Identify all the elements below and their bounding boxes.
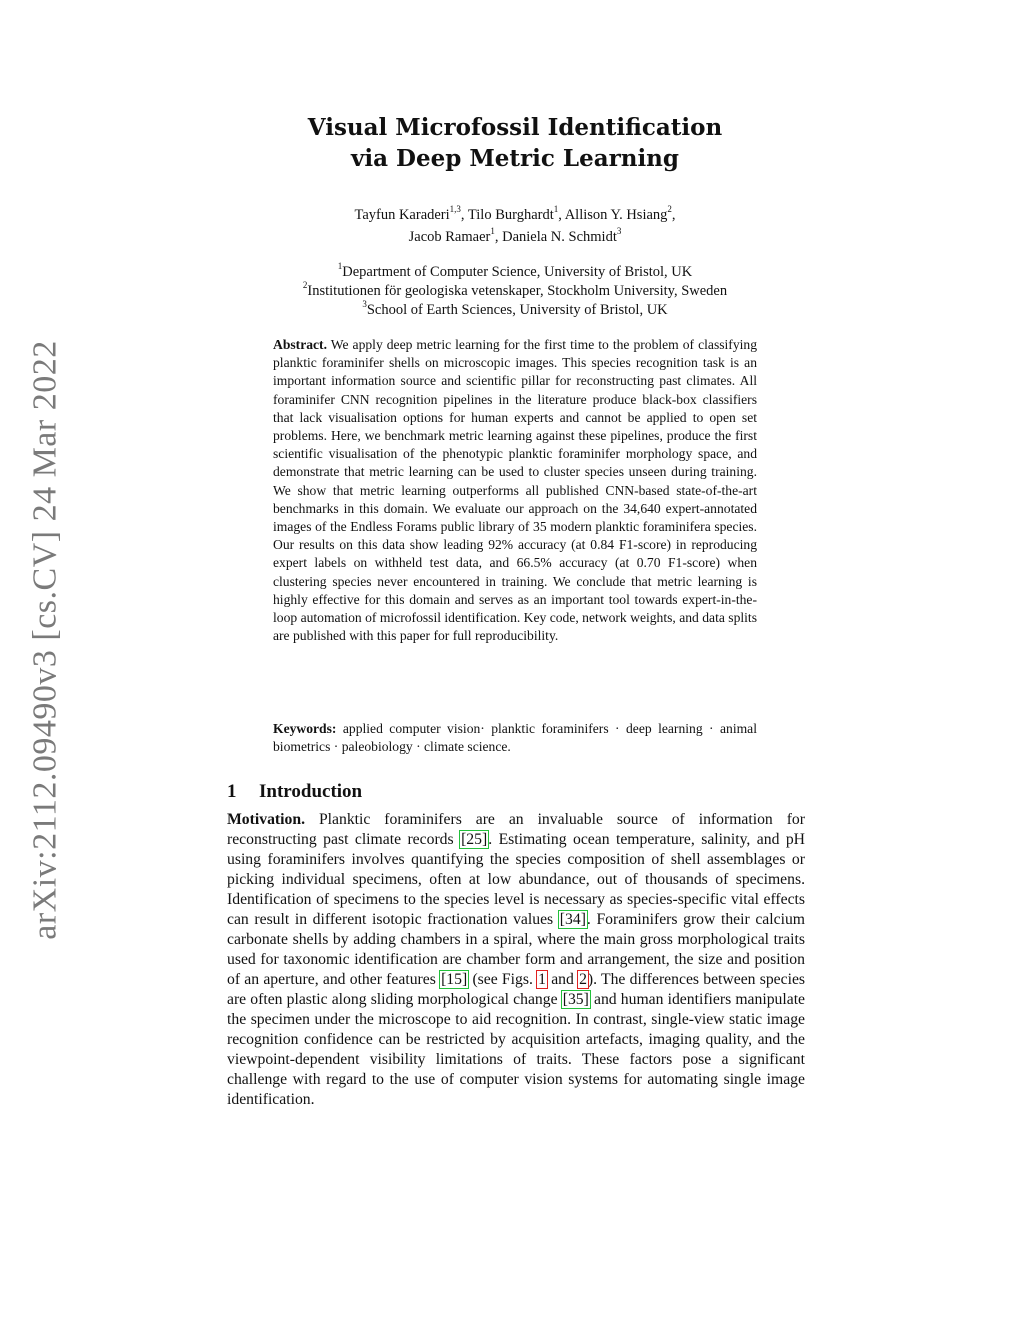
author-name: Daniela N. Schmidt (502, 229, 617, 245)
figure-link[interactable]: 2 (579, 971, 587, 988)
citation-link[interactable]: [35] (562, 991, 589, 1008)
affiliation-sup: 2 (302, 280, 308, 291)
section-heading (227, 781, 807, 803)
figure-link[interactable]: 1 (538, 971, 546, 988)
affiliation-list (230, 263, 800, 320)
author-affil-sup: 1,3 (449, 204, 461, 215)
abstract (273, 336, 757, 645)
author-line-2: Jacob Ramaer$^1$, Daniela N. Schmidt$^3$ (408, 226, 622, 245)
intro-text: and (551, 971, 574, 988)
affiliation (230, 282, 800, 301)
citation-link[interactable]: [15] (441, 971, 468, 988)
section-title: Introduction (259, 781, 363, 802)
author-affil-sup: 1 (553, 204, 559, 215)
affiliation-text: School of Earth Sciences, University of Bristol, UK (366, 302, 668, 318)
author-list (230, 204, 800, 248)
author-name: Jacob Ramaer (408, 229, 491, 245)
intro-paragraph (227, 810, 805, 1110)
keywords-text: applied computer vision· planktic foraminifers · deep learning · animal biometrics · paleobiology · climate science. (273, 721, 757, 755)
author-line-1: Tayfun Karaderi$^{1,3}$, Tilo Burghardt$^1$, Allison Y. Hsiang$^2$, (354, 204, 676, 223)
arxiv-identifier: arXiv:2112.09490v3 [cs.CV] 24 Mar 2022 (27, 340, 65, 940)
keywords (273, 720, 757, 756)
section-number: 1 (227, 781, 237, 802)
author-affil-sup: 2 (667, 204, 672, 215)
affiliation-sup: 3 (362, 299, 367, 310)
title-line-2: via Deep Metric Learning (351, 145, 679, 172)
abstract-label: Abstract. (273, 337, 327, 352)
affiliation (230, 301, 800, 320)
intro-text: (see Figs. (472, 971, 533, 988)
affiliation (230, 263, 800, 282)
paragraph-lead: Motivation. (227, 811, 305, 828)
citation-link[interactable]: [25] (461, 831, 488, 848)
intro-text: . Foraminifers grow their calcium carbonate shells by adding chambers in a spiral, where the main gross morphological traits used for taxonomic identification are chamber form and arrangement, the size and position of an aperture, and other features (227, 911, 805, 988)
author-name: Tayfun Karaderi (354, 207, 450, 223)
abstract-text: We apply deep metric learning for the first time to the problem of classifying planktic foraminifer shells on microscopic images. This species recognition task is an important information source and scientific pillar for reconstructing past climates. All foraminifer CNN recognition pipelines in the literature produce black-box classifiers that lack visualisation options for human experts and cannot be applied to open set problems. Here, we benchmark metric learning against these pipelines, produce the first scientific visualisation of the phenotypic planktic foraminifer morphology space, and demonstrate that metric learning can be used to cluster species unseen during training. We show that metric learning outperforms all published CNN-based state-of-the-art benchmarks in this domain. We evaluate our approach on the 34,640 expert-annotated images of the Endless Forams public library of 35 modern planktic foraminifera species. Our results on this data show leading 92% accuracy (at 0.84 F1-score) in reproducing expert labels on withheld test data, and 66.5% accuracy (at 0.70 F1-score) when clustering species never encountered in training. We conclude that metric learning is highly effective for this domain and serves as an important tool towards expert-in-the-loop automation of microfossil identification. Key code, network weights, and data splits are published with this paper for full reproducibility. (273, 337, 757, 644)
arxiv-watermark (22, 340, 70, 940)
intro-text: and human identifiers manipulate the specimen under the microscope to aid recognition. In contrast, single-view static image recognition confidence can be restricted by acquisition artefacts, imaging quality, and the viewpoint-dependent visibility limitations of traits. These factors pose a significant challenge with regard to the use of computer vision systems for automating single image identification. (227, 991, 806, 1108)
affiliation-text: Department of Computer Science, University of Bristol, UK (342, 264, 693, 280)
paper-title (230, 112, 800, 174)
author-name: Tilo Burghardt (467, 207, 554, 223)
affiliation-sup: 1 (337, 261, 343, 272)
author-affil-sup: 1 (490, 226, 495, 237)
intro-text: ). The differences between species are often plastic along sliding morphological change (227, 971, 806, 1008)
intro-text: . Estimating ocean temperature, salinity, and pH using foraminifers involves quantifying the species composition of shell assemblages or picking individual specimens, often at low abundance, out of thousands of specimens. Identification of specimens to the species level is necessary as species-specific vital effects can result in different isotopic fractionation values (227, 831, 806, 928)
title-line-1: Visual Microfossil Identification (307, 114, 723, 141)
author-affil-sup: 3 (616, 226, 622, 237)
author-name: Allison Y. Hsiang (564, 207, 668, 223)
intro-text: Planktic foraminifers are an invaluable source of information for reconstructing past climate records (227, 811, 806, 848)
keywords-label: Keywords: (273, 721, 337, 736)
affiliation-text: Institutionen för geologiska vetenskaper, Stockholm University, Sweden (307, 283, 728, 299)
citation-link[interactable]: [34] (559, 911, 586, 928)
